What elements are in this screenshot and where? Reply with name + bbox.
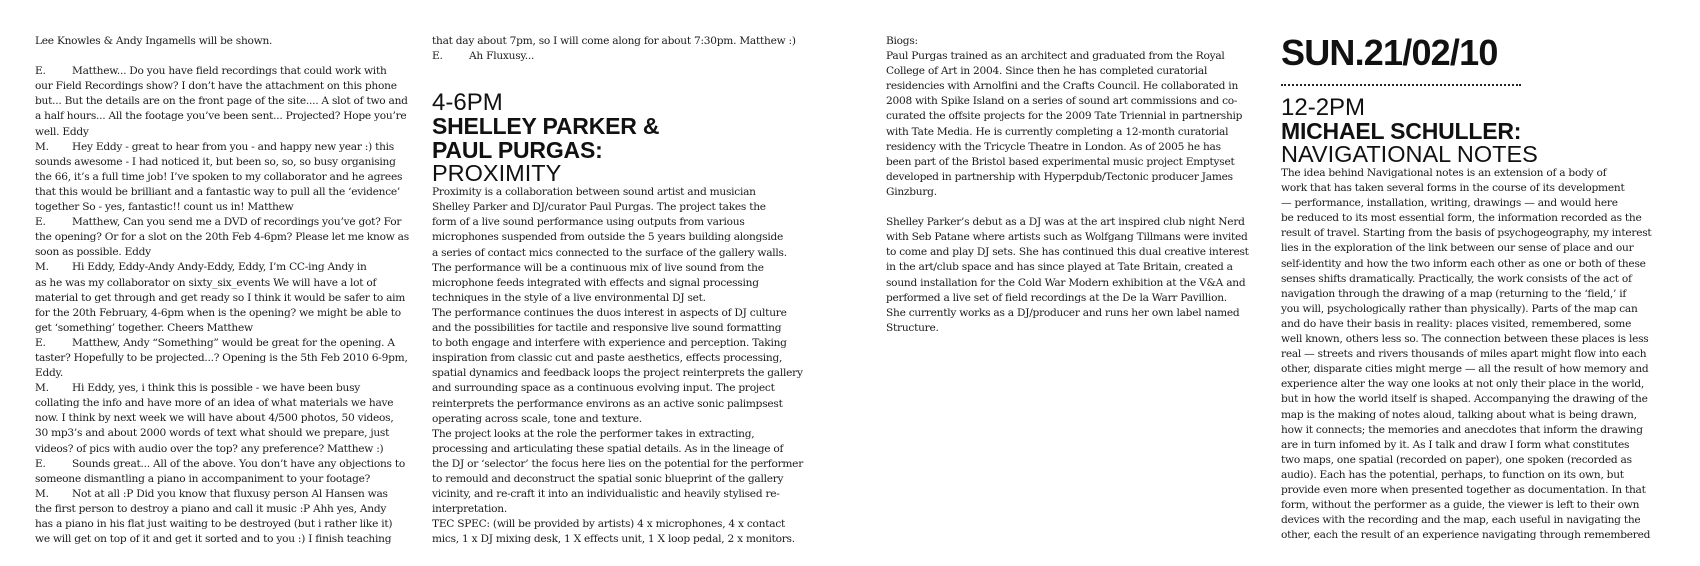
text-line: to remould and deconstruct the spatial sonic blueprint of the gallery <box>432 472 784 485</box>
text-line: lies in the exploration of the link between our sense of place and our <box>1281 242 1634 255</box>
text-line <box>35 426 435 441</box>
text-line: Structure. <box>886 321 939 334</box>
text-line: experience alter the way one looks at not only their place in the world, <box>1281 378 1645 391</box>
text-line: map is the making of notes aloud, talking about what is being drawn, <box>1281 408 1637 421</box>
text-line: but in how the world itself is shaped. Accompanying the drawing of the <box>1281 393 1648 406</box>
line-text: Hi Eddy, Eddy-Andy Andy-Eddy, Eddy, I’m CC-ing Andy in <box>72 261 367 274</box>
text-line <box>35 230 435 245</box>
text-line <box>35 260 435 275</box>
text-line: TEC SPEC: (will be provided by artists) 4 x microphones, 4 x contact <box>432 518 786 531</box>
text-line <box>35 185 435 200</box>
text-line: to both engage and interfere with experience and perception. Taking <box>432 337 787 350</box>
text-line: Proximity is a collaboration between sound artist and musician <box>432 186 756 199</box>
text-line: The idea behind Navigational notes is an extension of a body of <box>1281 167 1607 179</box>
text-line <box>35 291 435 306</box>
text-line <box>35 306 435 321</box>
text-line <box>35 94 435 109</box>
text-line <box>35 472 435 487</box>
text-line: processing and articulating these spatial details. As in the lineage of <box>432 442 784 455</box>
text-line <box>35 34 435 49</box>
biography-paul-purgas <box>886 49 1286 200</box>
event-time: 4-6PM <box>432 89 503 117</box>
text-line: two maps, one spatial (recorded on paper), one spoken (recorded as <box>1281 453 1632 466</box>
event-title: MICHAEL SCHULLER: <box>1281 118 1522 144</box>
text-line: She currently works as a DJ/producer and runs her own label named <box>886 306 1240 319</box>
line-text: Matthew, Andy “Something” would be great for the opening. A <box>72 336 395 349</box>
text-line: The project looks at the role the performer takes in extracting, <box>432 427 755 440</box>
text-line <box>35 140 435 155</box>
event-subtitle: PROXIMITY <box>432 160 562 187</box>
text-line <box>35 79 435 94</box>
text-line: audio). Each has the potential, perhaps, to function on its own, but <box>1281 468 1624 481</box>
text-line: inspiration from classic cut and paste aesthetics, effects processing, <box>432 352 783 365</box>
speaker-initial: E. <box>35 216 46 229</box>
line-text: Hi Eddy, yes, i think this is possible - we have been busy <box>72 382 361 395</box>
email-exchange-continued <box>432 34 827 64</box>
biogs-heading: Biogs: <box>886 35 918 47</box>
line-text: taster? Hopefully to be projected...? Opening is the 5th Feb 2010 6-9pm, <box>35 351 408 364</box>
text-line <box>35 155 435 170</box>
text-line <box>35 366 435 381</box>
text-line: real — streets and rivers thousands of miles apart might flow into each <box>1281 348 1647 361</box>
line-text: Matthew, Can you send me a DVD of recordings you’ve got? For <box>72 216 402 229</box>
line-text: as he was my collaborator on sixty_six_events We will have a lot of <box>35 276 377 289</box>
text-line: how it connects; the memories and anecdotes that inform the drawing <box>1281 423 1643 436</box>
text-line: be reduced to its most essential form, the information recorded as the <box>1281 212 1642 225</box>
line-text: Lee Knowles & Andy Ingamells will be shown. <box>35 35 273 47</box>
event-description <box>432 185 827 547</box>
text-line: residency with the Tricycle Theatre in London. As of 2005 he has <box>886 140 1221 153</box>
text-line: spatial dynamics and feedback loops the project reinterprets the gallery <box>432 367 803 380</box>
text-line <box>35 336 435 351</box>
text-line <box>35 487 435 502</box>
text-line: devices with the recording and the map, each useful in navigating the <box>1281 514 1641 527</box>
text-line: The performance continues the duos interest in aspects of DJ culture <box>432 306 787 319</box>
line-text: we will get on top of it and get it sorted and to you :) I finish teaching <box>35 533 392 546</box>
text-line <box>35 215 435 230</box>
line-text: our Field Recordings show? I don’t have the attachment on this phone <box>35 80 397 93</box>
text-line: Shelley Parker’s debut as a DJ was at the art inspired club night Nerd <box>886 216 1245 229</box>
text-line: and do have their basis in reality: places visited, remembered, some <box>1281 317 1632 330</box>
text-line: The performance will be a continuous mix of live sound from the <box>432 261 764 274</box>
blank-line <box>35 49 435 64</box>
line-text: soon as possible. Eddy <box>35 246 151 259</box>
line-text: now. I think by next week we will have about 4/500 photos, 50 videos, <box>35 412 394 425</box>
text-line <box>35 411 435 426</box>
line-text: but... But the details are on the front page of the site.... A slot of two and <box>35 95 408 108</box>
text-line: Ginzburg. <box>886 185 937 198</box>
line-text: has a piano in his flat just waiting to be destroyed (but i rather like it) <box>35 518 393 530</box>
biographies-column <box>886 34 1286 336</box>
speaker-initial: E. <box>35 65 46 78</box>
navigational-notes-column <box>1281 34 1681 543</box>
text-line <box>35 532 435 547</box>
line-text: videos? of pics with audio over the top? any preference? Matthew :) <box>35 442 384 455</box>
text-line: residencies with Arnolfini and the Crafts Council. He collaborated in <box>886 80 1239 93</box>
text-line: provide even more when presented together as documentation. In that <box>1281 483 1646 496</box>
text-line <box>432 49 827 64</box>
text-line: and surrounding space as a continuous evolving input. The project <box>432 382 775 395</box>
line-text: Not at all :P Did you know that fluxusy person Al Hansen was <box>72 487 388 500</box>
text-line: to come and play DJ sets. She has continued this dual creative interest <box>886 246 1249 259</box>
text-line <box>35 200 435 215</box>
line-text: get ‘something’ together. Cheers Matthew <box>35 321 253 334</box>
text-line: self-identity and how the two inform each other as one or both of these <box>1281 257 1646 270</box>
text-line: curated the offsite projects for the 2009 Tate Triennial in partnership <box>886 110 1243 123</box>
line-text: someone dismantling a piano in accompaniment to your footage? <box>35 472 371 485</box>
text-line: result of travel. Starting from the basis of psychogeography, my interest <box>1281 227 1652 240</box>
text-line: mics, 1 x DJ mixing desk, 1 X effects unit, 1 X loop pedal, 2 x monitors. <box>432 533 795 546</box>
line-text: material to get through and get ready so I think it would be safer to aim <box>35 291 406 304</box>
text-line: navigation through the drawing of a map (returning to the ‘field,’ if <box>1281 287 1627 300</box>
event-description <box>1281 166 1681 543</box>
text-line <box>35 351 435 366</box>
text-line: Paul Purgas trained as an architect and graduated from the Royal <box>886 50 1225 63</box>
event-title-line-1: SHELLEY PARKER & <box>432 113 660 140</box>
email-exchange-column <box>35 34 435 547</box>
text-line: developed in partnership with Hyperpdub/Tectonic producer James <box>886 170 1233 183</box>
text-line: work that has taken several forms in the course of its development <box>1281 182 1625 195</box>
line-text: collating the info and have more of an idea of what materials we have <box>35 397 394 410</box>
text-line: a series of contact mics connected to the surface of the gallery walls. <box>432 246 787 259</box>
line-text: together So - yes, fantastic!! count us in! Matthew <box>35 201 294 214</box>
speaker-initial: E. <box>35 457 46 470</box>
text-line: — performance, installation, writing, drawings — and would here <box>1281 197 1618 210</box>
line-text: Matthew... Do you have field recordings that could work with <box>72 65 387 78</box>
text-line: the DJ or ‘selector’ the focus here lies on the potential for the performer <box>432 457 804 470</box>
line-text: sounds awesome - I had noticed it, but been so, so, so busy organising <box>35 155 396 168</box>
text-line: been part of the Bristol based experimental music project Emptyset <box>886 155 1235 168</box>
text-line: form of a live sound performance using outputs from various <box>432 216 745 229</box>
text-line: vicinity, and re-craft it into an individualistic and heavily stylised re- <box>432 488 780 501</box>
speaker-initial: M. <box>35 487 49 500</box>
text-line <box>35 381 435 396</box>
text-line: sound installation for the Cold War Modern exhibition at the V&A and <box>886 276 1246 289</box>
speaker-initial: M. <box>35 261 49 274</box>
line-text: the 66, it’s a full time job! I’ve spoken to my collaborator and he agrees <box>35 170 403 183</box>
text-line <box>35 125 435 140</box>
text-line: form, without the performer as a guide, the viewer is left to their own <box>1281 499 1640 512</box>
text-line <box>35 245 435 260</box>
text-line: well known, others less so. The connection between these places is less <box>1281 333 1649 346</box>
text-line <box>35 502 435 517</box>
text-line: other, disparate cities might merge — all the result of how memory and <box>1281 363 1649 376</box>
dotted-divider <box>1281 84 1521 86</box>
speaker-initial: E. <box>35 336 46 349</box>
text-line: Shelley Parker and DJ/curator Paul Purgas. The project takes the <box>432 201 766 214</box>
text-line: microphone feeds integrated with effects and signal processing <box>432 276 759 289</box>
text-line: operating across scale, tone and texture. <box>432 412 642 425</box>
line-text: 30 mp3’s and about 2000 words of text what should we prepare, just <box>35 427 390 440</box>
text-line: performed a live set of field recordings at the De la Warr Pavillion. <box>886 291 1227 304</box>
text-line <box>35 457 435 472</box>
text-line <box>35 321 435 336</box>
line-text: Ah Fluxusy... <box>469 50 535 63</box>
text-line: techniques in the style of a live environmental DJ set. <box>432 291 706 304</box>
line-text: the opening? Or for a slot on the 20th Feb 4-6pm? Please let me know as <box>35 231 409 244</box>
text-line: 2008 with Spike Island on a series of sound art commissions and co- <box>886 95 1238 108</box>
text-line <box>35 64 435 79</box>
text-line: in the art/club space and has since played at Tate Britain, created a <box>886 261 1233 274</box>
text-line <box>35 109 435 124</box>
text-line: reinterprets the performance environs as an active sonic palimpsest <box>432 397 783 410</box>
text-line: you will, psychologically rather than physically). Parts of the map can <box>1281 302 1638 315</box>
text-line <box>432 34 827 49</box>
line-text: Hey Eddy - great to hear from you - and happy new year :) this <box>72 140 394 153</box>
line-text: Sounds great... All of the above. You don’t have any objections to <box>72 457 405 470</box>
text-line: with Tate Media. He is currently completing a 12-month curatorial <box>886 125 1229 138</box>
line-text: the first person to destroy a piano and call it music :P Ahh yes, Andy <box>35 502 387 515</box>
text-line <box>35 442 435 457</box>
proximity-column <box>432 34 827 547</box>
text-line: College of Art in 2004. Since then he has completed curatorial <box>886 65 1208 78</box>
text-line: senses shifts dramatically. Practically, the work consists of the act of <box>1281 272 1632 285</box>
event-title-line-2: PAUL PURGAS: <box>432 137 603 164</box>
text-line: microphones suspended from outside the 5 years building alongside <box>432 231 784 244</box>
speaker-initial: M. <box>35 140 49 153</box>
line-text: for the 20th February, 4-6pm when is the opening? we might be able to <box>35 306 401 319</box>
event-time: 12-2PM <box>1281 94 1366 121</box>
event-subtitle: NAVIGATIONAL NOTES <box>1281 141 1538 167</box>
text-line <box>35 396 435 411</box>
line-text: a half hours... All the footage you’ve been sent... Projected? Hope you’re <box>35 110 407 123</box>
date-heading: SUN.21/02/10 <box>1281 32 1498 73</box>
text-line <box>35 276 435 291</box>
line-text: Eddy. <box>35 367 63 380</box>
biography-shelley-parker <box>886 215 1286 336</box>
text-line: are in turn infomed by it. As I talk and draw I form what constitutes <box>1281 438 1630 451</box>
line-text: that this would be brilliant and a fantastic way to pull all the ‘evidence’ <box>35 185 401 198</box>
speaker-initial: E. <box>432 50 443 63</box>
text-line: other, each the result of an experience navigating through remembered <box>1281 529 1651 542</box>
line-text: well. Eddy <box>35 125 89 138</box>
text-line: interpretation. <box>432 503 507 516</box>
text-line: and the possibilities for tactile and responsive live sound formatting <box>432 322 782 335</box>
text-line <box>35 170 435 185</box>
line-text: that day about 7pm, so I will come along for about 7:30pm. Matthew :) <box>432 35 796 47</box>
text-line <box>35 517 435 532</box>
text-line: with Seb Patane where artists such as Wolfgang Tillmans were invited <box>886 231 1248 244</box>
speaker-initial: M. <box>35 382 49 395</box>
